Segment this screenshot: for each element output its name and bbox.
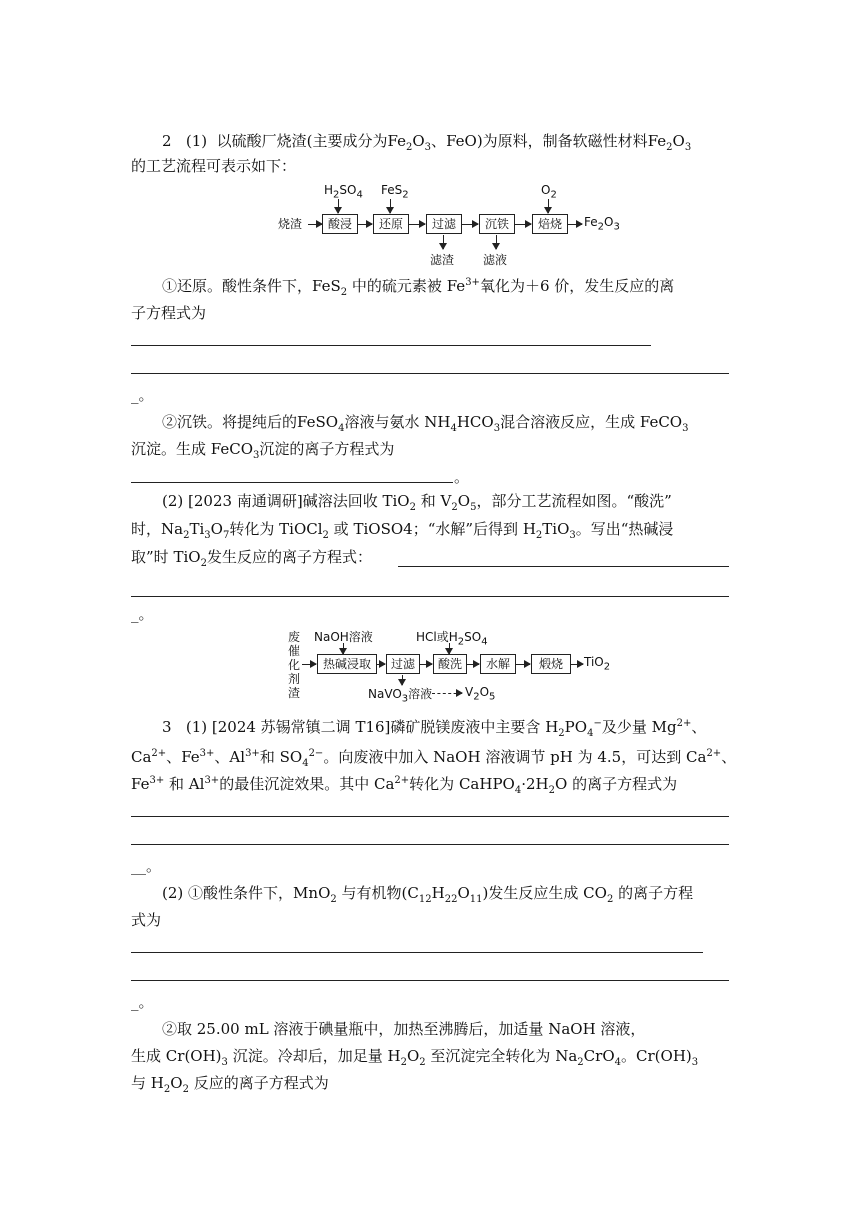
formula-fe2o3: $Fe_2O_3$ [387, 132, 432, 153]
answer-blank [131, 816, 729, 817]
source-tag: [2024 苏锡常镇二调 T16] [211, 718, 391, 736]
ph-value: pH 为 4.5 [550, 748, 622, 766]
formula-al-ion: $Al^{3+}$ [229, 748, 260, 766]
formula-ticl2: TiOCl$_2$ [279, 520, 329, 541]
arrow-down [449, 643, 450, 654]
text: 、 [431, 132, 447, 150]
text: 时， [131, 520, 162, 538]
text: ，部分工艺流程如图。“酸洗” [476, 492, 672, 510]
text: 沉淀的离子方程式为 [259, 440, 395, 458]
formula-co2: $CO_2$ [583, 884, 614, 905]
text: 生成 [131, 1047, 162, 1065]
text: 的最佳沉淀效果。其中 [219, 775, 370, 793]
formula-so4-ion: $SO_4^{2-}$ [279, 748, 324, 769]
arrow-right [515, 224, 531, 225]
formula-tio2: TiO$_2$ [382, 492, 416, 513]
step-box: 煅烧 [531, 654, 571, 674]
arrow-right [516, 664, 530, 665]
arrow-down [343, 643, 344, 654]
text: 和 [420, 492, 436, 510]
text: ①还原。酸性条件下， [162, 277, 313, 295]
formula-feco3: FeCO$_3$ [639, 413, 689, 434]
blank-end: _。 [131, 993, 154, 1011]
text: 沉淀。生成 [131, 440, 207, 458]
answer-blank [131, 373, 729, 374]
arrow-right [308, 224, 322, 225]
text: ；“水解”后得到 [412, 520, 519, 538]
arrow-right [302, 664, 316, 665]
char: 化 [287, 658, 300, 672]
q2-step2-line2 [131, 438, 394, 460]
step-box: 水解 [480, 654, 516, 674]
text: 与有机物 [341, 884, 402, 902]
formula-fe3-ion: $Fe^{3+}$ [446, 277, 480, 295]
q3-part2-line1 [162, 882, 693, 904]
q2-part2-line2 [131, 518, 673, 540]
formula-al-ion: $Al^{3+}$ [188, 775, 220, 793]
char: 废 [287, 630, 300, 644]
flow-start-label [287, 630, 301, 700]
flow-product: $Fe_2O_3$ [584, 215, 620, 233]
arrow-down [443, 235, 444, 249]
q2-part2-line1 [162, 490, 672, 512]
dashed-arrow-right [432, 693, 462, 694]
question-number: 2 [162, 132, 172, 150]
flow-start: 烧渣 [278, 217, 303, 231]
arrow-right [467, 664, 479, 665]
blank-end: _。 [131, 605, 154, 623]
step-box: 酸浸 [322, 214, 358, 234]
reagent-acid: HCl或$H_2SO_4$ [416, 630, 488, 648]
answer-blank [131, 345, 651, 346]
formula-na2cro4: $Na_2CrO_4$ [555, 1047, 621, 1068]
answer-blank [131, 596, 729, 597]
formula-ca-ion: $Ca^{2+}$ [131, 748, 167, 766]
q2-step1-line1 [162, 275, 674, 297]
part-label: (1) [185, 718, 208, 736]
q2-part2-line3 [131, 546, 372, 568]
text: 至沉淀完全转化为 [430, 1047, 551, 1065]
source-tag: [2023 南通调研] [188, 492, 303, 510]
text: 与 [131, 1074, 147, 1092]
arrow-down [548, 199, 549, 213]
q2-step2-line1 [162, 411, 688, 433]
output-residue: 滤渣 [430, 253, 455, 267]
q3-part2-step2-line2 [131, 1045, 698, 1067]
char: 剂 [287, 672, 300, 686]
char: 催 [287, 644, 300, 658]
blank-end: 。 [454, 468, 470, 486]
part-label: (2) [162, 492, 184, 510]
formula-fes2: FeS$_2$ [312, 277, 348, 298]
answer-blank [131, 482, 453, 483]
answer-blank [398, 566, 729, 567]
q3-part1-line3 [131, 773, 677, 795]
reagent-naoh: NaOH溶液 [314, 630, 373, 644]
formula-h2po4: $H_2PO_4^-$ [545, 718, 602, 739]
q3-part1-line1: 3 (1) [2024 苏锡常镇二调 T16]磷矿脱镁废液中主要含 $H_2PO_4^-$及少量 $Mg^{2+}$、 [162, 718, 707, 739]
blank-end: __。 [131, 857, 162, 875]
arrow-down [402, 675, 403, 685]
arrow-right [358, 224, 372, 225]
formula-ca-ion: $Ca^{2+}$ [686, 748, 722, 766]
text: )为原料，制备软磁性材料 [476, 132, 648, 150]
output-filtrate: 滤液 [483, 253, 508, 267]
formula-croh3: $Cr(OH)_3$ [165, 1047, 228, 1068]
formula-sucrose: $(C_{12}H_{22}O_{11})$ [401, 884, 489, 905]
arrow-right [462, 224, 478, 225]
text: 或 [333, 520, 349, 538]
arrow-down [338, 199, 339, 213]
formula-h2tio3: $H_2TiO_3$ [522, 520, 576, 541]
text: ，可达到 [621, 748, 682, 766]
text: 和 [169, 775, 185, 793]
reagent-h2so4: $H_2SO_4$ [324, 183, 363, 201]
text: 和 [259, 748, 275, 766]
formula-cahpo4: $CaHPO_4\cdot 2H_2O$ [458, 775, 568, 796]
formula-na2ti3o7: $Na_2Ti_3O_7$ [161, 520, 230, 541]
char: 渣 [287, 686, 300, 700]
text: ②沉铁。将提纯后的 [162, 413, 298, 431]
flow-product: TiO$_2$ [584, 655, 611, 673]
part-label: (2) [162, 884, 184, 902]
text: 碱溶法回收 [302, 492, 378, 510]
formula-naoh: NaOH [433, 748, 481, 766]
q2-part1-line1 [162, 130, 691, 152]
answer-blank [131, 844, 729, 845]
formula-h2o2: $H_2O_2$ [150, 1074, 189, 1095]
text: 反应的离子方程式为 [193, 1074, 329, 1092]
formula-fe2o3: $Fe_2O_3$ [647, 132, 692, 153]
text: 以硫酸厂烧渣(主要成分为 [216, 132, 388, 150]
answer-blank [131, 980, 729, 981]
text: 取”时 [131, 548, 169, 566]
step-box: 热碱浸取 [317, 654, 377, 674]
q2-part1-line2: 的工艺流程可表示如下： [131, 157, 297, 175]
arrow-right [568, 224, 582, 225]
formula-feso4: FeSO$_4$ [297, 413, 345, 434]
text: 的离子方程式为 [572, 775, 678, 793]
arrow-right [377, 664, 385, 665]
reagent-fes2: FeS$_2$ [381, 183, 409, 201]
text: 中的硫元素被 [351, 277, 442, 295]
text: 发生反应生成 [488, 884, 579, 902]
text: 溶液与氨水 [344, 413, 420, 431]
text: 磷矿脱镁废液中主要含 [390, 718, 541, 736]
side-product: $V_2O_5$ [465, 685, 496, 703]
formula-mg-ion: $Mg^{2+}$ [651, 718, 692, 736]
text: 。写出“热碱浸 [575, 520, 674, 538]
reagent-o2: $O_2$ [541, 183, 557, 201]
step-box: 沉铁 [479, 214, 515, 234]
q3-part2-step2-line3 [131, 1072, 329, 1094]
formula-ca-ion: $Ca^{2+}$ [373, 775, 410, 793]
formula-fe3-ion: $Fe^{3+}$ [181, 748, 215, 766]
formula-feo: FeO [446, 132, 477, 150]
question-number: 3 [162, 718, 172, 736]
text: 沉淀。冷却后，加足量 [232, 1047, 383, 1065]
formula-v2o5: $V_2O_5$ [440, 492, 477, 513]
text: 转化为 [409, 775, 455, 793]
text: 发生反应的离子方程式： [206, 548, 372, 566]
formula-h2o2: $H_2O_2$ [387, 1047, 426, 1068]
text: 。向废液中加入 [323, 748, 429, 766]
formula-croh3: $Cr(OH)_3$ [636, 1047, 699, 1068]
step-box: 过滤 [426, 214, 462, 234]
text: 及少量 [601, 718, 647, 736]
text: 混合溶液反应，生成 [500, 413, 636, 431]
text: 溶液调节 [485, 748, 546, 766]
arrow-right [571, 664, 583, 665]
answer-blank [131, 952, 703, 953]
q3-part1-line2: $Ca^{2+}$、$Fe^{3+}$、$Al^{3+}$和 $SO_4^{2-}$。向废液中加入 NaOH 溶液调节 pH 为 4.5，可达到 $Ca^{2+}$、 [131, 748, 737, 769]
arrow-right [409, 224, 425, 225]
formula-fe3-ion: $Fe^{3+}$ [131, 775, 165, 793]
q2-step1-line2: 子方程式为 [131, 304, 207, 322]
text: 。 [621, 1047, 637, 1065]
text: 的离子方程 [618, 884, 694, 902]
q3-part2-line2: 式为 [131, 911, 162, 929]
formula-feco3: FeCO$_3$ [210, 440, 260, 461]
step-box: 酸洗 [433, 654, 467, 674]
arrow-down [390, 199, 391, 213]
arrow-right [420, 664, 432, 665]
text: 转化为 [229, 520, 275, 538]
step-box: 焙烧 [532, 214, 568, 234]
step-box: 过滤 [386, 654, 420, 674]
q3-part2-step2-line1: ②取 25.00 mL 溶液于碘量瓶中，加热至沸腾后，加适量 NaOH 溶液， [162, 1020, 646, 1038]
blank-end: _。 [131, 386, 154, 404]
formula-tio2: TiO$_2$ [173, 548, 207, 569]
formula-tioso4: TiOSO4 [353, 520, 413, 538]
side-stream: NaVO$_3$溶液 [368, 687, 433, 705]
text: ①酸性条件下， [188, 884, 294, 902]
step-box: 还原 [373, 214, 409, 234]
formula-mno2: MnO$_2$ [293, 884, 337, 905]
arrow-down [496, 235, 497, 249]
formula-nh4hco3: $NH_4HCO_3$ [424, 413, 501, 434]
text: 氧化为＋6 价，发生反应的离 [479, 277, 675, 295]
part-label: (1) [185, 132, 208, 150]
